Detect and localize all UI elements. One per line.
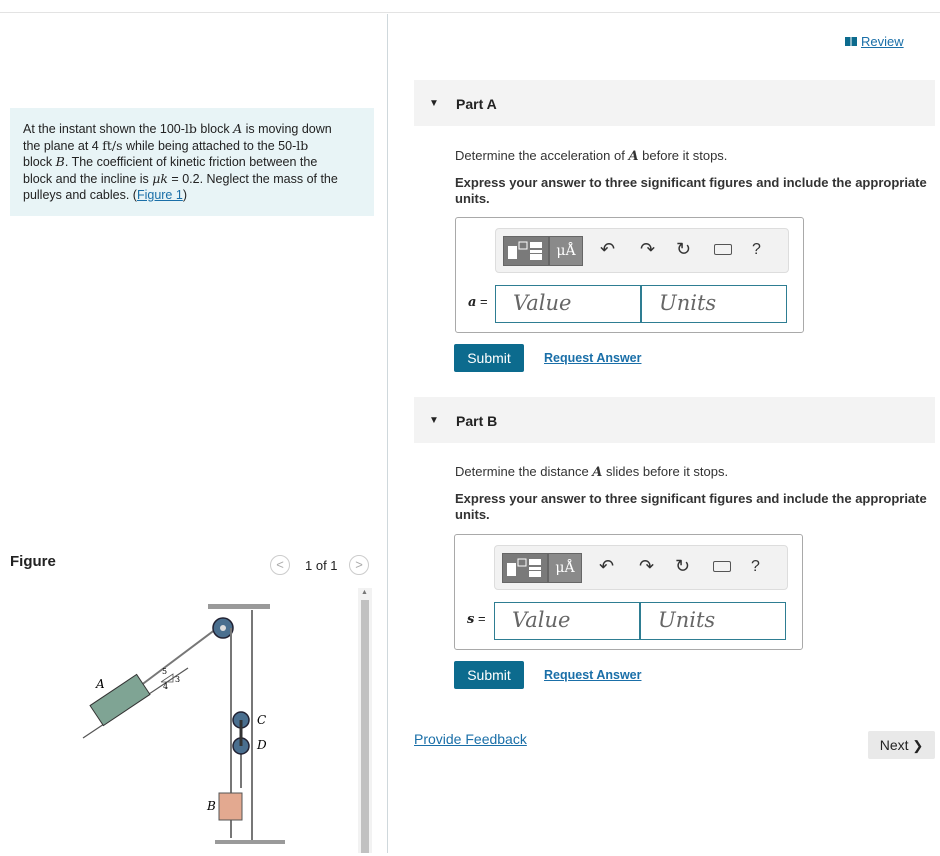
math-toolbar (494, 545, 788, 590)
part-b-answer-box (454, 534, 803, 650)
label-d: D (257, 738, 267, 752)
part-a-header[interactable] (414, 80, 935, 126)
floor-support (215, 840, 285, 844)
templates-button[interactable] (502, 553, 548, 583)
ceiling-support (208, 604, 270, 609)
part-b-title: Part B (456, 413, 498, 429)
undo-icon[interactable]: ↶ (599, 556, 615, 576)
collapse-arrow-icon[interactable]: ▼ (429, 415, 439, 426)
part-a-request-answer-link[interactable]: Request Answer (544, 351, 642, 365)
part-a-question: Determine the acceleration of A before it stops. (455, 148, 728, 164)
label-slope-3: 3 (175, 675, 181, 684)
part-a-title: Part A (456, 96, 497, 112)
figure-link[interactable]: Figure 1 (136, 188, 183, 202)
reset-icon[interactable]: ↻ (676, 239, 692, 259)
figure-pager: 1 of 1 (305, 558, 338, 573)
templates-icon (503, 554, 547, 582)
label-a: A (96, 677, 105, 691)
part-b-instruction: Express your answer to three significant figures and include the appropriate units. (455, 491, 927, 522)
part-a-units-input[interactable]: Units (641, 285, 787, 323)
block-b (219, 793, 242, 820)
keyboard-icon[interactable] (713, 561, 731, 572)
part-b-variable-label: s = (467, 611, 486, 627)
part-b-value-input[interactable]: Value (494, 602, 640, 640)
part-b-units-input[interactable]: Units (640, 602, 786, 640)
part-a-value-input[interactable]: Value (495, 285, 641, 323)
chevron-right-icon: ❯ (912, 738, 924, 753)
pane-splitter[interactable] (387, 14, 388, 853)
part-b-header[interactable] (414, 397, 935, 443)
top-divider (0, 12, 940, 13)
part-b-question: Determine the distance A slides before it stops. (455, 464, 729, 480)
label-slope-5: 5 (162, 667, 168, 676)
part-a-submit-button[interactable]: Submit (454, 344, 524, 372)
review-link[interactable]: Review (845, 34, 904, 49)
next-button[interactable] (868, 731, 935, 759)
figure-scroll-thumb[interactable] (361, 600, 369, 853)
part-b-request-answer-link[interactable]: Request Answer (544, 668, 642, 682)
label-b: B (207, 799, 216, 813)
collapse-arrow-icon[interactable]: ▼ (429, 98, 439, 109)
pulley-top-hub (220, 625, 226, 631)
undo-icon[interactable]: ↶ (600, 239, 616, 259)
label-c: C (257, 713, 267, 727)
part-a-variable-label: a = (468, 294, 488, 310)
figure-heading: Figure (10, 553, 56, 570)
units-button[interactable]: μÅ (548, 553, 582, 583)
redo-icon[interactable]: ↷ (639, 556, 655, 576)
pulley-system-diagram (10, 588, 356, 853)
provide-feedback-link[interactable]: Provide Feedback (414, 731, 527, 747)
part-a-answer-box (455, 217, 804, 333)
templates-button[interactable] (503, 236, 549, 266)
label-slope-4: 4 (163, 682, 169, 691)
reset-icon[interactable]: ↻ (675, 556, 691, 576)
figure-next-button[interactable] (349, 555, 369, 575)
figure-prev-button[interactable] (270, 555, 290, 575)
figure-image (10, 588, 356, 853)
chevron-left-icon: < (276, 557, 284, 572)
scroll-up-icon[interactable]: ▲ (361, 589, 368, 596)
math-toolbar (495, 228, 789, 273)
keyboard-icon[interactable] (714, 244, 732, 255)
redo-icon[interactable]: ↷ (640, 239, 656, 259)
part-b-submit-button[interactable]: Submit (454, 661, 524, 689)
help-icon[interactable]: ? (752, 241, 761, 258)
help-icon[interactable]: ? (751, 558, 760, 575)
chevron-right-icon: > (355, 557, 363, 572)
part-a-instruction: Express your answer to three significant figures and include the appropriate units. (455, 175, 927, 206)
units-button[interactable]: μÅ (549, 236, 583, 266)
templates-icon (504, 237, 548, 265)
book-icon (845, 37, 857, 46)
next-label: Next (879, 737, 909, 753)
problem-statement: At the instant shown the 100-lb block A is moving down the plane at 4 ft/s while being attached to the 50-lb block B. The coefficient of kinetic friction between the block and the incline is μk = 0.2. Neglect the mass of the pulleys and cables. (Figure 1) (10, 108, 374, 216)
